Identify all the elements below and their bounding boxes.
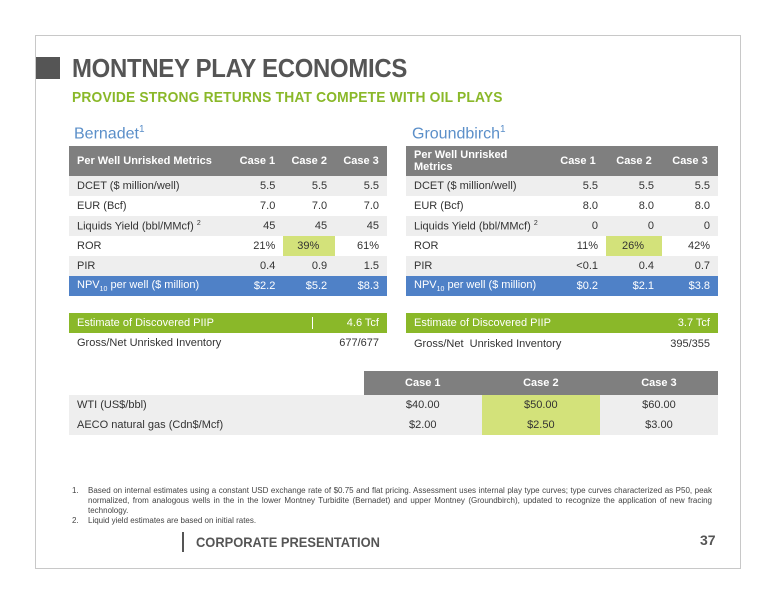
footnote-number: 1. [72, 486, 79, 495]
cell: 45 [283, 216, 335, 236]
inventory-label: Gross/Net Unrisked Inventory [414, 338, 562, 350]
row-label: ROR [77, 240, 102, 252]
cell: 5.5 [283, 176, 335, 196]
cell: 5.5 [232, 176, 284, 196]
cell: 8.0 [638, 200, 654, 212]
inventory-label: Gross/Net Unrisked Inventory [77, 337, 222, 349]
row-label: EUR (Bcf) [414, 200, 464, 212]
cell: 0.9 [283, 256, 335, 276]
table-row [406, 176, 718, 196]
npv-sub: 10 [436, 286, 445, 294]
groundbirch-name: Groundbirch [412, 125, 501, 143]
cell: 45 [232, 216, 284, 236]
table-header-row [406, 146, 718, 176]
row-label [406, 216, 550, 236]
table-row [406, 256, 718, 276]
cell: 7.0 [363, 200, 379, 212]
page-title: MONTNEY PLAY ECONOMICS [72, 53, 408, 83]
inventory-value: 395/355 [670, 338, 710, 350]
piip-bar [406, 313, 718, 333]
table-row [406, 196, 718, 216]
cell: <0.1 [550, 256, 606, 276]
header-case1: Case 1 [550, 146, 606, 176]
footnote-text: Liquid yield estimates are based on initial rates. [88, 516, 257, 525]
pricing-row [69, 395, 718, 415]
cell: 42% [687, 240, 710, 252]
pricing-row-label: AECO natural gas (Cdn$/Mcf) [69, 415, 364, 435]
bernadet-name: Bernadet [74, 125, 139, 143]
npv-post: per well ($ million) [444, 278, 537, 291]
piip-label: Estimate of Discovered PIIP [414, 317, 551, 329]
cell: 7.0 [311, 200, 328, 212]
cell: 11% [576, 240, 598, 252]
header-case1: Case 1 [232, 146, 284, 176]
piip-value: 4.6 Tcf [312, 317, 379, 329]
header-case2: Case 2 [283, 146, 335, 176]
table-row [406, 236, 718, 256]
footnotes [72, 486, 712, 526]
cell: 0.7 [662, 256, 718, 276]
groundbirch-sup: 1 [500, 124, 506, 135]
table-row [69, 236, 387, 256]
inventory-row [406, 333, 718, 355]
bernadet-title [74, 124, 145, 143]
header-case3: Case 3 [662, 146, 718, 176]
header-metrics: Per Well Unrisked Metrics [406, 146, 550, 176]
cell: $8.3 [335, 276, 387, 296]
title-accent-bar [36, 57, 60, 79]
cell: 0 [662, 216, 718, 236]
row-label: DCET ($ million/well) [406, 176, 550, 196]
npv-label [69, 276, 232, 296]
cell: $2.2 [232, 276, 284, 296]
groundbirch-piip [406, 313, 718, 355]
piip-bar [69, 313, 387, 333]
highlighted-cell: $50.00 [482, 395, 600, 415]
row-label-text: Liquids Yield (bbl/MMcf) [77, 220, 194, 233]
footnote-2 [72, 516, 712, 526]
cell: 61% [356, 240, 379, 252]
cell: 0 [550, 216, 606, 236]
footer-label: CORPORATE PRESENTATION [196, 534, 380, 550]
row-label: DCET ($ million/well) [69, 176, 232, 196]
highlighted-cell: $2.50 [482, 415, 600, 435]
inventory-row [69, 333, 387, 353]
footer-divider [182, 532, 184, 552]
row-label: EUR (Bcf) [77, 200, 127, 212]
pricing-header-row [69, 371, 718, 395]
page-subtitle: PROVIDE STRONG RETURNS THAT COMPETE WITH OIL PLAYS [72, 89, 503, 106]
footnote-text: Based on internal estimates using a constant USD exchange rate of $0.75 and flat pricing. Assessment uses internal play type curves; type curves characterized as P50, peak normalized, from analogous wells in the in the lower Montney Turbidite (Bernadet) and upper Montney (Groundbirch), updated to recognize the application of new fracing technology. [88, 486, 712, 515]
cell: $2.00 [364, 415, 482, 435]
cell: 7.0 [260, 200, 276, 212]
cell: 5.5 [606, 176, 662, 196]
row-label [69, 216, 232, 236]
cell: $40.00 [364, 395, 482, 415]
cell: $3.8 [662, 276, 718, 296]
page-number: 37 [700, 532, 716, 548]
pricing-header-case2: Case 2 [482, 371, 600, 395]
pricing-row-label: WTI (US$/bbl) [69, 395, 364, 415]
cell: $2.1 [606, 276, 662, 296]
pricing-header-case3: Case 3 [600, 371, 718, 395]
table-row [69, 176, 387, 196]
table-row [69, 216, 387, 236]
cell: 0 [606, 216, 662, 236]
cell: 0.4 [606, 256, 662, 276]
table-row [69, 196, 387, 216]
bernadet-sup: 1 [138, 124, 145, 135]
cell: 5.5 [662, 176, 718, 196]
cell: $3.00 [600, 415, 718, 435]
npv-sub: 10 [99, 286, 108, 294]
cell: $5.2 [283, 276, 335, 296]
pricing-header-blank [69, 371, 364, 395]
groundbirch-table [406, 146, 718, 296]
cell: 1.5 [335, 256, 387, 276]
cell: 45 [335, 216, 387, 236]
npv-row [69, 276, 387, 296]
bernadet-table [69, 146, 387, 296]
footnote-number: 2. [72, 516, 79, 525]
cell: $60.00 [600, 395, 718, 415]
row-label-text: Liquids Yield (bbl/MMcf) [414, 220, 531, 233]
footnote-ref: 2 [533, 219, 538, 227]
footnote-1 [72, 486, 712, 516]
row-label: PIR [69, 256, 232, 276]
npv-pre: NPV [77, 278, 100, 291]
highlighted-cell: 26% [606, 236, 662, 256]
piip-value: 3.7 Tcf [677, 317, 710, 329]
inventory-value: 677/677 [339, 337, 379, 349]
highlighted-cell: 39% [283, 236, 335, 256]
cell: 0.4 [232, 256, 284, 276]
header-case2: Case 2 [606, 146, 662, 176]
table-row [69, 256, 387, 276]
cell: 21% [253, 240, 276, 252]
groundbirch-title [412, 124, 506, 143]
cell: 8.0 [582, 200, 598, 212]
header-metrics: Per Well Unrisked Metrics [69, 146, 232, 176]
row-label: PIR [406, 256, 550, 276]
npv-post: per well ($ million) [107, 278, 200, 291]
cell: 5.5 [550, 176, 606, 196]
footnote-ref: 2 [196, 219, 201, 227]
npv-row [406, 276, 718, 296]
header-case3: Case 3 [335, 146, 387, 176]
pricing-header-case1: Case 1 [364, 371, 482, 395]
pricing-row [69, 415, 718, 435]
npv-label [406, 276, 550, 296]
cell: 5.5 [335, 176, 387, 196]
cell: 8.0 [694, 200, 710, 212]
pricing-table [69, 371, 718, 435]
row-label: ROR [414, 240, 439, 252]
npv-pre: NPV [414, 278, 437, 291]
table-row [406, 216, 718, 236]
bernadet-piip [69, 313, 387, 353]
cell: $0.2 [550, 276, 606, 296]
piip-label: Estimate of Discovered PIIP [77, 317, 214, 329]
table-header-row [69, 146, 387, 176]
